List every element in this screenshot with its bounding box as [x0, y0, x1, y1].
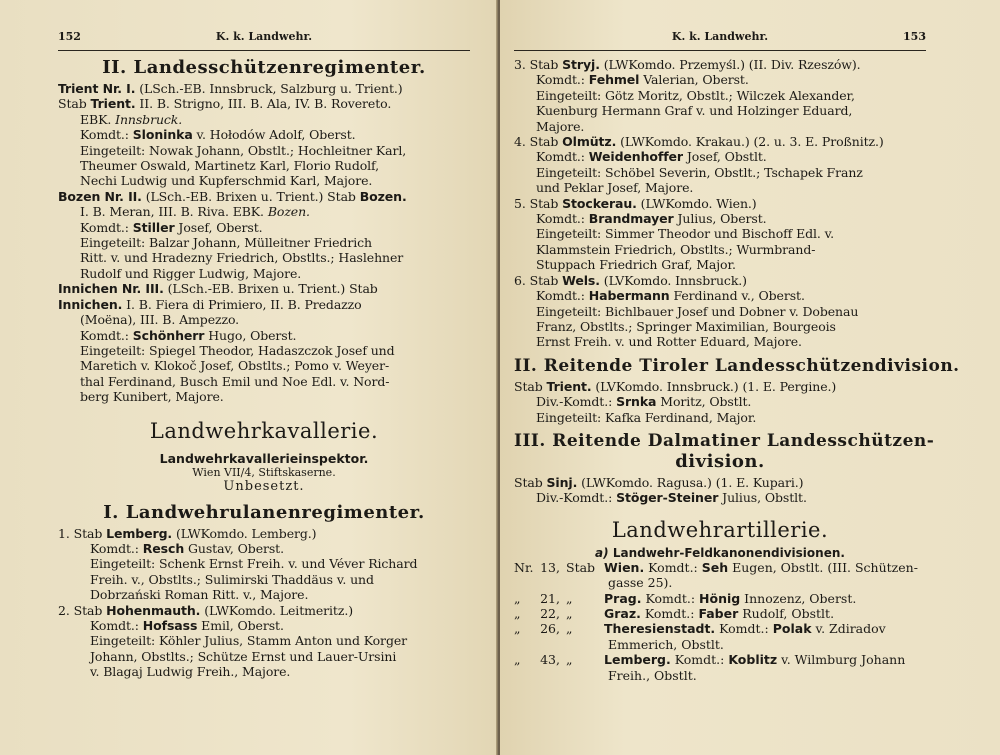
line-text: (LWKomdo. Leitmeritz.): [200, 602, 353, 618]
text-line: [58, 143, 470, 158]
line-text: Komdt.:: [640, 605, 699, 621]
line-text: Nechi Ludwig und Kupferschmid Karl, Majore.: [80, 173, 373, 189]
line-text: Komdt.:: [536, 211, 589, 227]
line-text: I. B. Meran, III. B. Riva. EBK.: [80, 204, 268, 220]
line-text: Ferdinand v., Oberst.: [669, 288, 805, 304]
division-number: 13,: [540, 559, 560, 575]
line-text: (Moëna), III. B. Ampezzo.: [80, 312, 240, 328]
head-rule: [58, 50, 470, 51]
artillery-row-continued: Emmerich, Obstlt.: [608, 636, 724, 652]
text-line: [58, 235, 470, 250]
text-line: [514, 149, 926, 164]
line-text: (LWKomdo. Lemberg.): [172, 525, 317, 541]
line-text: Eingeteilt: Simmer Theodor und Bischoff Edl. v.: [536, 226, 834, 242]
section-title-tiroler: II. Reitende Tiroler Landesschützendivision.: [514, 355, 960, 376]
text-line: [58, 664, 470, 679]
line-text: Innozenz, Oberst.: [740, 590, 857, 606]
text-line: [58, 220, 470, 235]
text-line: [58, 312, 470, 327]
line-text: Kuenburg Hermann Graf v. und Holzinger Eduard,: [536, 103, 853, 119]
text-line: [58, 603, 470, 618]
bold-name: Habermann: [588, 288, 670, 304]
row-prefix: Nr.: [514, 559, 534, 575]
text-line: [58, 618, 470, 633]
bold-name: Trient.: [90, 96, 136, 112]
line-text: 6. Stab: [514, 272, 563, 288]
line-text: Johann, Obstlts.; Schütze Ernst und Lauer-Ursini: [90, 648, 397, 664]
bold-name: Prag.: [604, 590, 642, 606]
line-text: Eingeteilt: Schenk Ernst Freih. v. und Véver Richard: [90, 556, 418, 572]
text-line: [58, 250, 470, 265]
text-line: [58, 633, 470, 648]
landesschuetzen-list: [58, 81, 470, 405]
cavalry-title: Landwehrkavallerie.: [149, 418, 379, 443]
bold-name: Trient Nr. I.: [58, 81, 136, 96]
bold-name: Stryj.: [562, 57, 600, 72]
line-text: Eugen, Obstlt. (III. Schützen-: [728, 559, 918, 575]
row-details: [604, 606, 926, 621]
bold-name: Weidenhoffer: [588, 149, 684, 165]
text-line: [58, 173, 470, 188]
page-number: 152: [58, 30, 81, 43]
line-text: Stuppach Friedrich Graf, Major.: [536, 257, 736, 273]
text-line: [58, 587, 470, 602]
line-text: 5. Stab: [514, 195, 563, 211]
bold-name: Wels.: [562, 272, 600, 288]
text-line: [514, 119, 926, 134]
line-text: Div.-Komdt.:: [536, 490, 617, 506]
text-line: [514, 394, 926, 409]
line-text: (LWKomdo. Ragusa.) (1. E. Kupari.): [577, 474, 804, 490]
bold-name: Resch: [142, 540, 185, 556]
line-text: Hugo, Oberst.: [204, 327, 297, 343]
text-line: [58, 374, 470, 389]
bold-name: Lemberg.: [106, 525, 173, 541]
line-text: Eingeteilt: Schöbel Severin, Obstlt.; Tschapek Franz: [536, 164, 863, 180]
line-text: Komdt.:: [90, 617, 143, 633]
text-line: [514, 180, 926, 195]
line-text: Theumer Oswald, Martinetz Karl, Florio Rudolf,: [80, 158, 379, 174]
line-text: 3. Stab: [514, 57, 563, 72]
bold-name: Stöger-Steiner: [616, 490, 719, 506]
line-text: (LSch.-EB. Brixen u. Trient.) Stab: [163, 281, 378, 297]
line-text: v. Wilmburg Johann: [777, 652, 906, 668]
bold-name: Theresienstadt.: [604, 621, 716, 637]
text-line: [58, 358, 470, 373]
text-line: [514, 165, 926, 180]
text-line: [514, 57, 926, 72]
line-text: Julius, Oberst.: [673, 211, 767, 227]
bold-name: Koblitz: [728, 652, 778, 668]
artillery-sub-label: Landwehr-Feldkanonendivisionen.: [612, 545, 845, 560]
bold-name: Sloninka: [132, 127, 193, 143]
line-text: Eingeteilt: Nowak Johann, Obstlt.; Hochleitner Karl,: [80, 142, 407, 158]
line-text: Komdt.:: [715, 621, 773, 637]
line-text: Komdt.:: [80, 127, 133, 143]
text-line: [58, 96, 470, 111]
line-text: Div.-Komdt.:: [536, 394, 617, 410]
line-text: EBK.: [80, 111, 116, 127]
row-prefix: „: [514, 652, 521, 668]
text-line: [514, 88, 926, 103]
line-text: Komdt.:: [536, 149, 589, 165]
text-line: [58, 328, 470, 343]
line-text: Eingeteilt: Götz Moritz, Obstlt.; Wilczek Alexander,: [536, 87, 855, 103]
text-line: [514, 211, 926, 226]
line-text: Eingeteilt: Kafka Ferdinand, Major.: [536, 409, 757, 425]
line-text: Gustav, Oberst.: [184, 540, 284, 556]
artillery-row-continued: Freih., Obstlt.: [608, 667, 697, 683]
artillery-row-continued: gasse 25).: [608, 575, 673, 591]
bold-name: Bozen Nr. II.: [58, 188, 142, 204]
artillery-row: [514, 606, 926, 621]
bold-name: Lemberg.: [604, 652, 671, 668]
row-prefix: „: [514, 590, 521, 606]
line-text: Eingeteilt: Bichlbauer Josef und Dobner v. Dobenau: [536, 303, 859, 319]
inspector-address: Wien VII/4, Stiftskaserne.: [192, 465, 336, 479]
line-text: Majore.: [536, 118, 585, 134]
line-text: thal Ferdinand, Busch Emil und Noe Edl. v. Nord-: [80, 373, 390, 389]
line-text: Franz, Obstlts.; Springer Maximilian, Bourgeois: [536, 318, 836, 334]
section-title-landesschuetzen: II. Landesschützenregimenter.: [102, 57, 426, 78]
bold-name: Stockerau.: [562, 195, 637, 211]
italic-text: Innsbruck.: [115, 111, 183, 127]
text-line: [514, 134, 926, 149]
line-text: (LVKomdo. Innsbruck.) (1. E. Pergine.): [591, 378, 837, 394]
text-line: [58, 158, 470, 173]
text-line: [58, 127, 470, 142]
bold-name: Brandmayer: [588, 211, 674, 227]
text-line: [514, 273, 926, 288]
line-text: Julius, Obstlt.: [718, 490, 807, 506]
line-text: Freih. v., Obstlts.; Sulimirski Thaddäus v. und: [90, 571, 374, 587]
line-text: v. Zdiradov: [811, 621, 886, 637]
text-line: [514, 72, 926, 87]
bold-name: Innichen.: [58, 296, 123, 312]
artillery-subtitle: [514, 546, 926, 560]
line-text: Maretich v. Klokoč Josef, Obstlts.; Pomo v. Weyer-: [80, 358, 390, 374]
text-line: [514, 103, 926, 118]
bold-name: Olmütz.: [562, 134, 617, 150]
bold-name: Wien.: [604, 559, 645, 575]
line-text: Komdt.:: [670, 652, 729, 668]
line-text: (LSch.-EB. Innsbruck, Salzburg u. Trient.): [135, 81, 403, 96]
division-number: 22,: [540, 605, 560, 621]
line-text: Ritt. v. und Hradezny Friedrich, Obstlts.; Haslehner: [80, 250, 404, 266]
artillery-title: Landwehrartillerie.: [611, 517, 829, 542]
line-text: Josef, Oberst.: [174, 219, 263, 235]
bold-name: Hönig: [699, 590, 741, 606]
ulanen-list: [58, 526, 470, 680]
line-text: Stab: [514, 474, 547, 490]
line-text: Josef, Obstlt.: [683, 149, 767, 165]
text-line: [58, 81, 470, 96]
text-line: [514, 475, 926, 490]
line-text: Dobrzański Roman Ritt. v., Majore.: [90, 587, 309, 603]
text-line: [514, 319, 926, 334]
text-line: [58, 266, 470, 281]
running-title: K. k. Landwehr.: [215, 30, 313, 43]
line-text: (LSch.-EB. Brixen u. Trient.) Stab: [141, 188, 360, 204]
stab-label: „: [566, 590, 573, 606]
bold-name: Hohenmauth.: [106, 602, 201, 618]
italic-text: Bozen.: [267, 204, 310, 220]
line-text: 2. Stab: [58, 602, 107, 618]
text-line: [58, 572, 470, 587]
line-text: Komdt.:: [641, 590, 700, 606]
line-text: Stab: [58, 96, 91, 112]
line-text: (LWKomdo. Przemyśl.) (II. Div. Rzeszów).: [599, 57, 861, 72]
bold-name: Sinj.: [546, 474, 578, 490]
bold-name: Seh: [701, 559, 729, 575]
dalmatiner-list: [514, 475, 926, 506]
stab-label: „: [566, 652, 573, 668]
text-line: [514, 379, 926, 394]
text-line: [58, 649, 470, 664]
running-head: [58, 30, 470, 50]
text-line: [58, 556, 470, 571]
section-title-dalmatiner: III. Reitende Dalmatiner Landesschützen-: [514, 430, 935, 451]
line-text: Valerian, Oberst.: [639, 72, 749, 88]
line-text: Komdt.:: [644, 559, 702, 575]
line-text: Eingeteilt: Spiegel Theodor, Hadaszczok Josef und: [80, 342, 395, 358]
text-line: [58, 526, 470, 541]
text-line: [58, 112, 470, 127]
text-line: [514, 410, 926, 425]
line-text: Ernst Freih. v. und Rotter Eduard, Majore.: [536, 334, 802, 350]
artillery-row: [514, 560, 926, 575]
ulanen-list-continued: [514, 57, 926, 350]
stab-label: „: [566, 605, 573, 621]
row-prefix: „: [514, 605, 521, 621]
division-number: 26,: [540, 621, 560, 637]
line-text: Eingeteilt: Balzar Johann, Mülleitner Friedrich: [80, 235, 372, 251]
bold-name: Faber: [698, 605, 739, 621]
row-prefix: „: [514, 621, 521, 637]
line-text: Komdt.:: [80, 219, 133, 235]
line-text: (LVKomdo. Innsbruck.): [599, 272, 747, 288]
row-details: [604, 621, 926, 636]
text-line: [514, 257, 926, 272]
section-title-dalmatiner-cont: division.: [675, 450, 765, 472]
line-text: Eingeteilt: Köhler Julius, Stamm Anton und Korger: [90, 633, 408, 649]
bold-name: Srnka: [616, 394, 657, 410]
text-line: [58, 541, 470, 556]
line-text: und Peklar Josef, Majore.: [536, 180, 694, 196]
artillery-row: [514, 621, 926, 636]
text-line: [58, 189, 470, 204]
row-details: [604, 652, 926, 667]
line-text: 4. Stab: [514, 134, 563, 150]
text-line: [58, 343, 470, 358]
line-text: I. B. Fiera di Primiero, II. B. Predazzo: [122, 296, 362, 312]
text-line: [58, 389, 470, 404]
artillery-row: [514, 591, 926, 606]
bold-name: Fehmel: [588, 72, 640, 88]
line-text: Moritz, Obstlt.: [656, 394, 752, 410]
text-line: [514, 490, 926, 505]
line-text: (LWKomdo. Wien.): [636, 195, 757, 211]
running-title: K. k. Landwehr.: [671, 30, 769, 43]
text-line: [514, 242, 926, 257]
artillery-row: [514, 652, 926, 667]
text-line: [514, 304, 926, 319]
line-text: Komdt.:: [536, 72, 589, 88]
text-line: [58, 204, 470, 219]
line-text: Komdt.:: [90, 540, 143, 556]
line-text: Rudolf, Obstlt.: [738, 605, 835, 621]
line-text: (LWKomdo. Krakau.) (2. u. 3. E. Proßnitz.): [616, 134, 884, 150]
tiroler-list: [514, 379, 926, 425]
text-line: [58, 297, 470, 312]
row-details: [604, 560, 926, 575]
line-text: Komdt.:: [80, 327, 133, 343]
line-text: Rudolf und Rigger Ludwig, Majore.: [80, 265, 302, 281]
bold-name: Hofsass: [142, 617, 198, 633]
bold-name: Stiller: [132, 219, 175, 235]
stab-label: „: [566, 621, 573, 637]
row-details: [604, 591, 926, 606]
text-line: [58, 281, 470, 296]
line-text: Stab: [514, 378, 547, 394]
bold-name: Graz.: [604, 605, 641, 621]
artillery-list: [514, 560, 926, 683]
division-number: 43,: [540, 652, 560, 668]
bold-name: Bozen.: [359, 188, 407, 204]
section-title-ulanen: I. Landwehrulanenregimenter.: [103, 501, 425, 523]
division-number: 21,: [540, 590, 560, 606]
line-text: v. Hołodów Adolf, Oberst.: [192, 127, 356, 143]
bold-name: Schönherr: [132, 327, 205, 343]
left-page: [0, 0, 498, 755]
line-text: Klammstein Friedrich, Obstlts.; Wurmbrand-: [536, 241, 816, 257]
right-page: [500, 0, 1000, 755]
bold-name: Trient.: [546, 378, 592, 394]
line-text: Komdt.:: [536, 288, 589, 304]
page-number: 153: [903, 30, 926, 43]
line-text: berg Kunibert, Majore.: [80, 389, 224, 405]
text-line: [514, 226, 926, 241]
head-rule: [514, 50, 926, 51]
text-line: [514, 288, 926, 303]
running-head: [514, 30, 926, 50]
stab-label: Stab: [566, 559, 596, 575]
artillery-sub-prefix: a): [595, 545, 609, 560]
line-text: v. Blagaj Ludwig Freih., Majore.: [90, 664, 291, 680]
line-text: II. B. Strigno, III. B. Ala, IV. B. Rovereto.: [135, 96, 392, 112]
inspector-status: Unbesetzt.: [223, 478, 305, 494]
inspector-title: Landwehrkavallerieinspektor.: [159, 450, 369, 466]
line-text: 1. Stab: [58, 525, 107, 541]
text-line: [514, 334, 926, 349]
text-line: [514, 196, 926, 211]
bold-name: Innichen Nr. III.: [58, 281, 164, 297]
bold-name: Polak: [772, 621, 812, 637]
line-text: Emil, Oberst.: [197, 617, 284, 633]
